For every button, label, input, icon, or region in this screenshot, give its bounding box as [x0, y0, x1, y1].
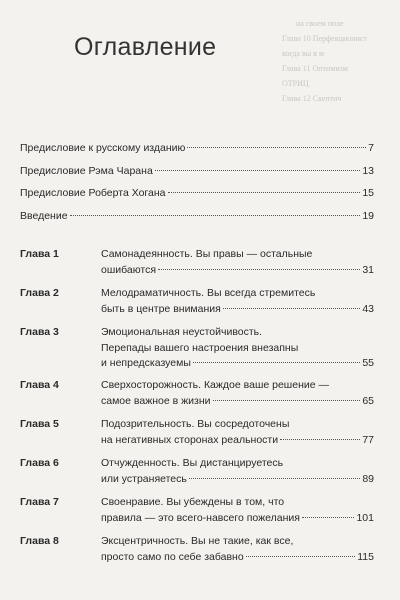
chapter-label: Глава 1 — [20, 248, 59, 260]
leader-dots — [193, 362, 360, 363]
chapter-last-line — [101, 394, 374, 410]
bleed-through-text — [282, 0, 400, 134]
toc-page-number: 77 — [362, 433, 374, 446]
chapter-entry[interactable] — [20, 378, 374, 417]
toc-page-number: 13 — [362, 164, 374, 177]
leader-dots — [187, 147, 366, 148]
toc-page-number: 55 — [362, 357, 374, 369]
toc-page-number: 43 — [362, 302, 374, 315]
chapter-last-line — [101, 550, 374, 566]
chapter-label: Глава 6 — [20, 457, 59, 469]
toc-entry[interactable] — [20, 142, 374, 165]
leader-dots — [246, 556, 356, 557]
chapter-title-line: Перепады вашего настроения внезапны — [101, 341, 299, 354]
leader-dots — [168, 192, 361, 193]
toc-page-number: 89 — [362, 472, 374, 485]
chapter-title-line: Самонадеянность. Вы правы — остальные — [101, 248, 313, 260]
leader-dots — [302, 517, 355, 518]
toc-entry[interactable] — [20, 187, 374, 210]
front-matter-list — [20, 142, 374, 232]
toc-page-number: 101 — [356, 511, 374, 524]
chapter-body — [101, 456, 374, 495]
toc-page-number: 15 — [362, 187, 374, 199]
leader-dots — [280, 439, 360, 440]
chapter-last-line — [101, 433, 374, 449]
chapter-last-line — [101, 356, 374, 372]
toc-page-number: 115 — [357, 550, 374, 563]
chapter-entry[interactable] — [20, 247, 374, 286]
chapter-title-line: правила — это всего-навсего пожелания — [101, 511, 300, 524]
chapter-label: Глава 8 — [20, 535, 59, 547]
chapter-body — [101, 286, 374, 325]
chapter-entry[interactable] — [20, 286, 374, 325]
chapter-title-line: ошибаются — [101, 263, 157, 276]
bleed-line: ОТРИЦ — [282, 79, 309, 88]
leader-dots — [189, 478, 360, 479]
chapter-entry[interactable] — [20, 417, 374, 456]
chapter-body — [101, 534, 374, 573]
leader-dots — [213, 400, 361, 401]
toc-entry-title: Предисловие к русскому изданию — [20, 142, 186, 154]
toc-entry-title: Предисловие Роберта Хогана — [20, 187, 166, 199]
toc-page-number: 7 — [368, 142, 374, 154]
chapter-title-line: Отчужденность. Вы дистанцируетесь — [101, 457, 284, 469]
page-title: Оглавление — [74, 33, 217, 61]
chapter-title-line: и непредсказуемы — [101, 357, 191, 369]
chapter-title-line: или устраняетесь — [101, 472, 187, 485]
chapter-label: Глава 7 — [20, 496, 59, 508]
leader-dots — [158, 269, 360, 270]
chapter-list — [20, 247, 374, 573]
chapter-title-line: на негативных сторонах реальности — [101, 433, 279, 446]
toc-entry[interactable] — [20, 210, 374, 233]
bleed-line: когда вы в м — [282, 49, 324, 58]
chapter-body — [101, 495, 374, 534]
chapter-last-line — [101, 263, 374, 279]
toc-entry[interactable] — [20, 165, 374, 188]
chapter-label: Глава 2 — [20, 287, 59, 299]
chapter-body — [101, 378, 374, 417]
leader-dots — [223, 308, 360, 309]
chapter-body — [101, 247, 374, 286]
chapter-entry[interactable] — [20, 495, 374, 534]
bleed-line: Глава 11 Оптимизм — [282, 64, 348, 73]
chapter-title-line: просто само по себе забавно — [101, 550, 244, 563]
chapter-title-line: быть в центре внимания — [101, 302, 221, 315]
chapter-title-line: самое важное в жизни — [101, 394, 211, 407]
toc-page-number: 65 — [362, 394, 374, 407]
chapter-title-line: Мелодраматичность. Вы всегда стремитесь — [101, 287, 316, 299]
bleed-line: Глава 10 Перфекционист — [282, 34, 367, 43]
toc-page-number: 19 — [362, 209, 374, 222]
chapter-entry[interactable] — [20, 456, 374, 495]
chapter-entry[interactable] — [20, 534, 374, 573]
chapter-label: Глава 3 — [20, 326, 59, 338]
chapter-last-line — [101, 511, 374, 527]
toc-entry-title: Введение — [20, 209, 68, 222]
chapter-label: Глава 4 — [20, 379, 59, 391]
toc-entry-title: Предисловие Рэма Чарана — [20, 164, 153, 177]
chapter-body — [101, 325, 374, 378]
chapter-title-line: Эксцентричность. Вы не такие, как все, — [101, 535, 294, 547]
bleed-line: Глава 12 Скептич — [282, 94, 342, 103]
leader-dots — [70, 215, 361, 216]
chapter-body — [101, 417, 374, 456]
chapter-entry[interactable] — [20, 325, 374, 378]
chapter-label: Глава 5 — [20, 418, 59, 430]
bleed-line: на своем поле — [296, 19, 344, 28]
chapter-title-line: Своенравие. Вы убеждены в том, что — [101, 496, 285, 508]
chapter-title-line: Сверхосторожность. Каждое ваше решение — — [101, 379, 329, 391]
chapter-last-line — [101, 302, 374, 318]
chapter-last-line — [101, 472, 374, 488]
chapter-title-line: Эмоциональная неустойчивость. — [101, 326, 263, 338]
chapter-title-line: Подозрительность. Вы сосредоточены — [101, 418, 290, 430]
toc-page-number: 31 — [362, 263, 374, 276]
leader-dots — [155, 170, 361, 171]
